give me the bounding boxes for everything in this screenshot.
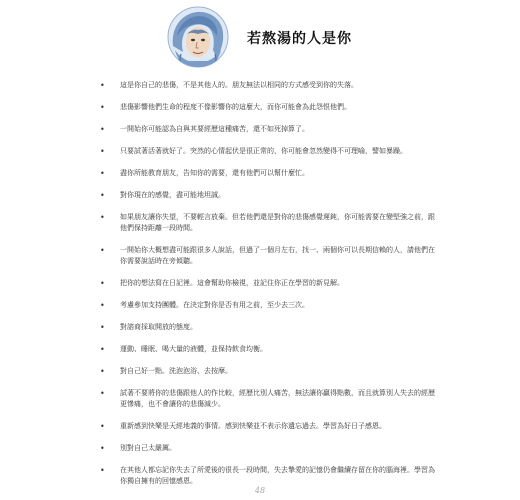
list-item (100, 190, 440, 201)
bullet-icon: • (100, 169, 105, 178)
list-item (100, 212, 440, 234)
list-item-text: 別對自己太嚴厲。 (120, 444, 176, 452)
list-item-text: 重新感到快樂是天經地義的事情。感到快樂並不表示你遺忘過去。學習為好日子感恩。 (120, 422, 386, 430)
bullet-icon: • (100, 389, 105, 398)
bullet-icon: • (100, 345, 105, 354)
list-item-text: 對諮商採取開放的態度。 (120, 323, 197, 331)
bullet-icon: • (100, 191, 105, 200)
page-header (167, 6, 367, 68)
list-item-text: 對自己好一點。洗泡泡浴、去按摩。 (120, 367, 232, 375)
list-item-text: 在其他人都忘記你失去了所愛後的很長一段時間，失去摯愛的記憶仍會繼續存留在你的腦海裡。學習為你獨自擁有的回憶感恩。 (120, 466, 435, 485)
list-item-text: 悲傷影響他們生命的程度不像影響你的這麼大，而你可能會為此怨恨他們。 (120, 103, 351, 111)
bullet-icon: • (100, 213, 105, 222)
bullet-icon: • (100, 246, 105, 255)
list-item-text: 運動、睡眠、喝大量的液體，並保持飲食均衡。 (120, 345, 267, 353)
list-item (100, 80, 440, 91)
bullet-icon: • (100, 125, 105, 134)
list-item-text: 如果朋友讓你失望，不要輕言放棄。但若他們還是對你的悲傷感覺遲鈍，你可能需要在變堅強之前，跟他們保持距離一段時間。 (120, 213, 435, 232)
portrait-icon (167, 6, 229, 68)
bullet-icon: • (100, 279, 105, 288)
list-item-text: 這是你自己的悲傷，不是其他人的。朋友無法以相同的方式感受到你的失落。 (120, 81, 358, 89)
list-item (100, 366, 440, 377)
list-item (100, 300, 440, 311)
list-item (100, 124, 440, 135)
list-item (100, 344, 440, 355)
list-item-text: 只要試著活著就好了。突然的心情起伏是很正常的，你可能會忽然變得不可理喻，譬如暴躁。 (120, 147, 407, 155)
bullet-icon: • (100, 147, 105, 156)
list-item-text: 一開始你可能認為自與其要經歷這種痛苦，還不如死掉算了。 (120, 125, 309, 133)
bullet-icon: • (100, 466, 105, 475)
list-item-text: 盡你所能教育朋友，告知你的需要，還有他們可以幫什麼忙。 (120, 169, 309, 177)
list-item (100, 102, 440, 113)
list-item (100, 388, 440, 410)
list-item (100, 146, 440, 157)
list-item (100, 168, 440, 179)
list-item-text: 一開始你大概想盡可能跟很多人說話，但過了一個月左右，找一、兩個你可以長期信賴的人，請他們在你需要說話時在旁傾聽。 (120, 246, 435, 265)
list-item (100, 322, 440, 333)
bullet-icon: • (100, 422, 105, 431)
list-item (100, 278, 440, 289)
list-item (100, 443, 440, 454)
list-item (100, 245, 440, 267)
bullet-icon: • (100, 103, 105, 112)
page-title: 若熬湯的人是你 (247, 31, 352, 47)
list-item (100, 465, 440, 487)
bullet-icon: • (100, 444, 105, 453)
bullet-icon: • (100, 323, 105, 332)
list-item-text: 把你的想法寫在日記裡。這會幫助你檢視，並記住你正在學習的新見解。 (120, 279, 344, 287)
list-item-text: 試著不要將你的悲傷跟他人的作比較，經歷比別人痛苦，無法讓你贏得點數，而且就算別人失去的經歷更慘痛，也不會讓你的悲傷減少。 (120, 389, 435, 408)
list-item-text: 對你現在的感覺，盡可能地坦誠。 (120, 191, 225, 199)
bullet-icon: • (100, 301, 105, 310)
bullet-icon: • (100, 367, 105, 376)
page-number: 48 (254, 486, 266, 495)
bullet-icon: • (100, 81, 105, 90)
list-item-text: 考慮參加支持團體。在決定對你是否有用之前，至少去三次。 (120, 301, 309, 309)
list-item (100, 421, 440, 432)
tips-list (100, 80, 440, 498)
